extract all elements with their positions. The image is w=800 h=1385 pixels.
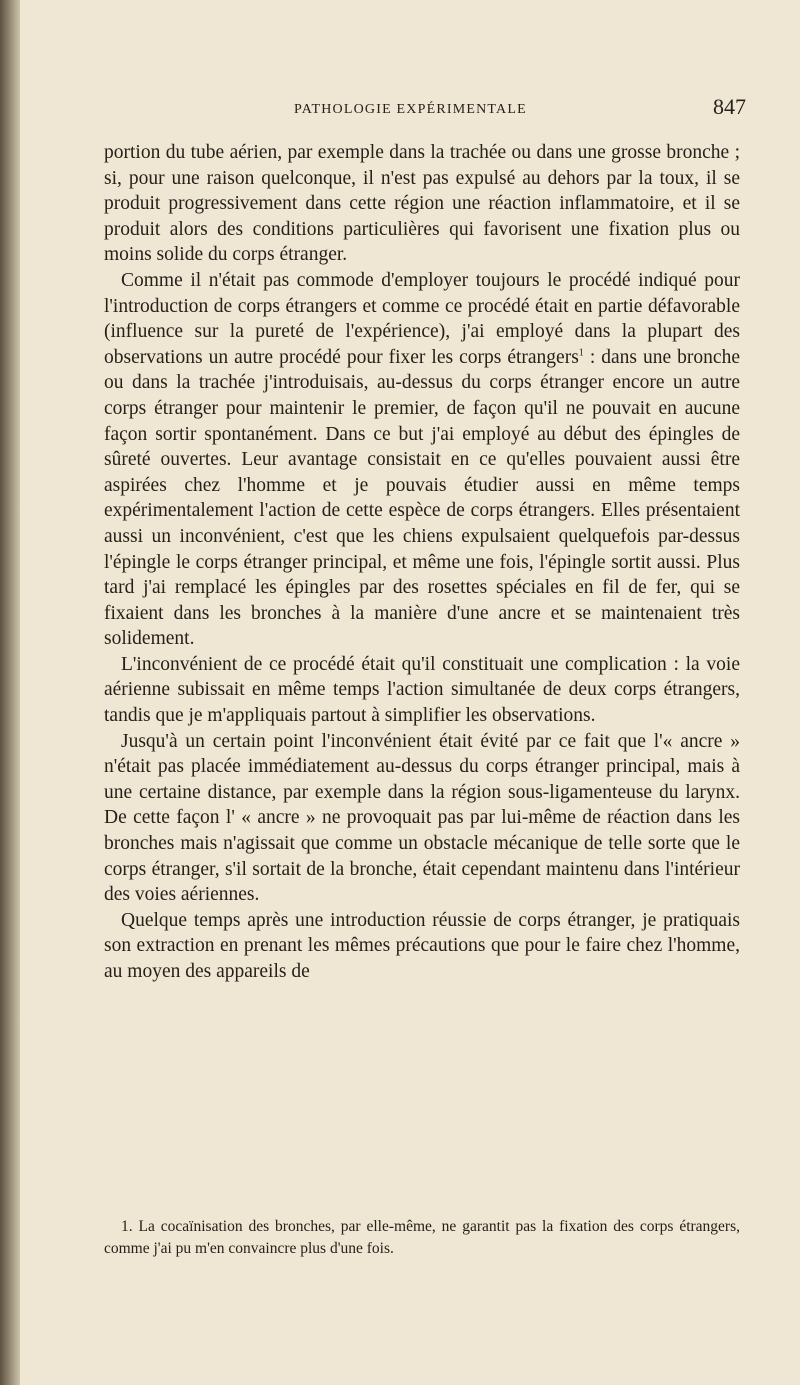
paragraph-2-part-2: : dans une bronche ou dans la trachée j'introduisais, au-dessus du corps étranger encore un autre corps étranger pour maintenir le premier, de façon qu'il ne pouvait en aucune façon sortir spontanément. Dans ce but j'ai employé au début des épingles de sûreté ouvertes. Leur avantage consistait en ce qu'elles pouvaient aussi être aspirées chez l'homme et je pouvais étudier aussi en même temps expérimentalement l'action de cette espèce de corps étrangers. Elles présentaient aussi un inconvénient, c'est que les chiens expulsaient quelquefois par-dessus l'épingle le corps étranger principal, et même une fois, l'épingle sortit aussi. Plus tard j'ai remplacé les épingles par des rosettes spéciales en fil de fer, qui se fixaient dans les bronches à la manière d'une ancre et se maintenaient très solidement. — [104, 346, 740, 650]
page-number: 847 — [713, 94, 746, 119]
paragraph-3: L'inconvénient de ce procédé était qu'il constituait une complication : la voie aérienne subissait en même temps l'action simultanée de deux corps étrangers, tandis que je m'appliquais partout à simplifier les observations. — [104, 653, 740, 727]
paragraph-2 — [104, 268, 740, 652]
paragraph-2-part-1: Comme il n'était pas commode d'employer toujours le procédé indiqué pour l'introduction de corps étrangers et comme ce procédé était en partie défavorable (influence sur la pureté de l'expérience), j'ai employé dans la plupart des observations un autre procédé pour fixer les corps étrangers — [104, 269, 740, 368]
footnotes — [104, 1216, 740, 1260]
footnote-reference: 1 — [578, 347, 584, 359]
footnote-number: 1. — [121, 1218, 133, 1235]
paragraph-1: portion du tube aérien, par exemple dans la trachée ou dans une grosse bronche ; si, pour une raison quelconque, il n'est pas expulsé au dehors par la toux, il se produit progressivement dans cette région une réaction inflammatoire, et il se produit alors des conditions particulières qui favorisent une fixation plus ou moins solide du corps étranger. — [104, 142, 740, 266]
paragraph-5: Quelque temps après une introduction réussie de corps étranger, je pratiquais son extraction en prenant les mêmes précautions que pour le faire chez l'homme, au moyen des appareils de — [104, 909, 740, 982]
footnote-text: La cocaïnisation des bronches, par elle-même, ne garantit pas la fixation des corps étrangers, comme j'ai pu m'en convaincre plus d'une fois. — [104, 1218, 740, 1257]
paragraph-4: Jusqu'à un certain point l'inconvénient était évité par ce fait que l'« ancre » n'était pas placée immédiatement au-dessus du corps étranger principal, mais à une certaine distance, par exemple dans la région sous-ligamenteuse du larynx. De cette façon l' « ancre » ne provoquait pas par lui-même de réaction dans les bronches mais n'agissait que comme un obstacle mécanique de telle sorte que le corps étranger, s'il sortait de la bronche, était cependant maintenu dans l'intérieur des voies aériennes. — [104, 730, 740, 906]
page-header — [104, 94, 754, 124]
main-text — [104, 140, 740, 985]
book-spine-shadow — [0, 0, 20, 1385]
footnote-1 — [104, 1216, 740, 1260]
running-title: PATHOLOGIE EXPÉRIMENTALE — [294, 102, 527, 117]
